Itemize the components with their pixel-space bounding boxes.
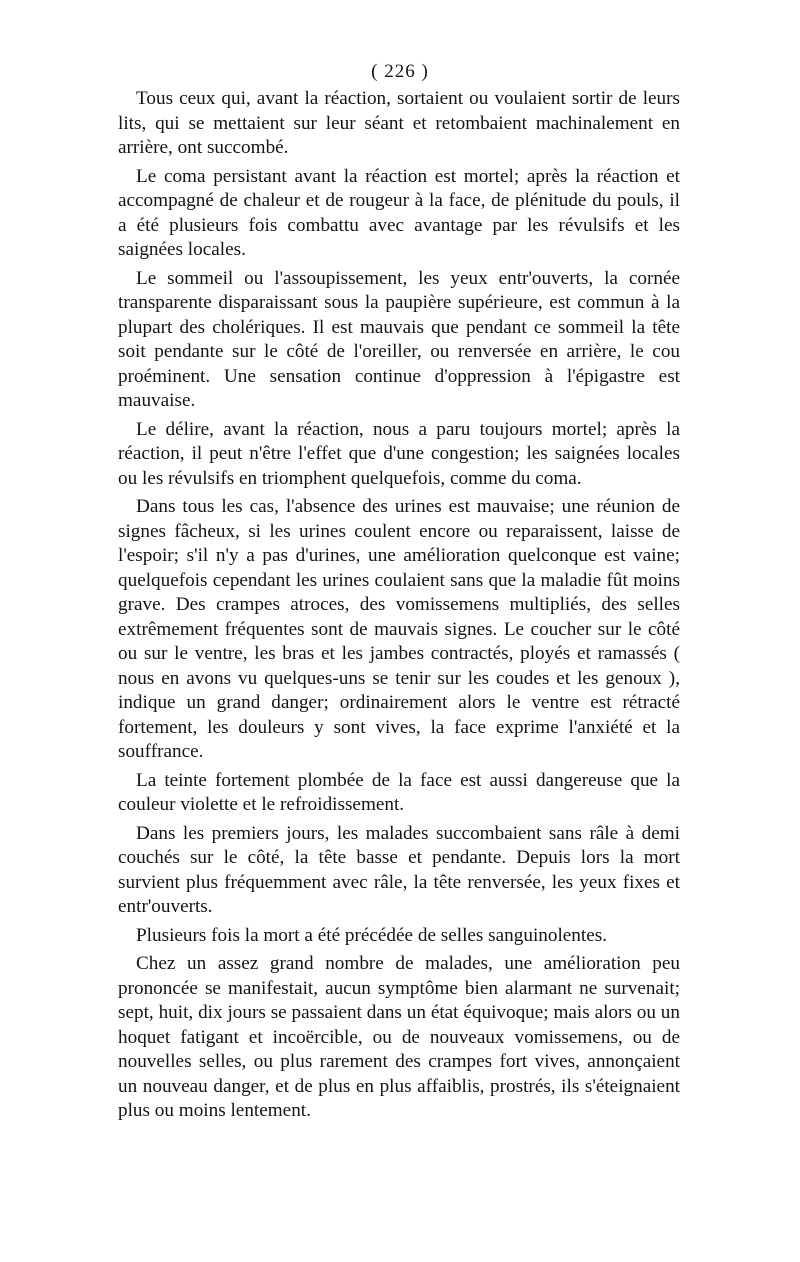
paragraph: Plusieurs fois la mort a été précédée de selles sanguinolentes. — [136, 924, 608, 946]
paragraph: Tous ceux qui, avant la réaction, sortaient ou voulaient sortir de leurs lits, qui se mettaient sur leur séant et retombaient machinalement en arrière, ont succombé. — [118, 88, 680, 158]
paragraph: Le coma persistant avant la réaction est mortel; après la réaction et accompagné de chaleur et de rougeur à la face, de plénitude du pouls, il a été plusieurs fois combattu avec avantage par les révulsifs et les saignées locales. — [118, 165, 680, 260]
paragraph: La teinte fortement plombée de la face est aussi dangereuse que la couleur violette et le refroidissement. — [118, 769, 680, 815]
paragraph: Dans tous les cas, l'absence des urines est mauvaise; une réunion de signes fâcheux, si les urines coulent encore ou reparaissent, laisse de l'espoir; s'il n'y a pas d'urines, une amélioration quelconque est vaine; quelquefois cependant les urines coulaient sans que la maladie fût moins grave. Des crampes atroces, des vomissemens multipliés, des selles extrêmement fréquentes sont de mauvais signes. Le coucher sur le côté ou sur le ventre, les bras et les jambes contractés, ployés et ramassés ( nous en avons vu quelques-uns se tenir sur les coudes et les genoux ), indique un grand danger; ordinairement alors le ventre est rétracté fortement, les douleurs y sont vives, la face exprime l'anxiété et la souffrance. — [118, 496, 680, 762]
body-text — [118, 87, 680, 1128]
page-number: ( 226 ) — [371, 61, 429, 82]
paragraph: Chez un assez grand nombre de malades, une amélioration peu prononcée se manifestait, aucun symptôme bien alarmant ne survenait; sept, huit, dix jours se passaient dans un état équivoque; mais alors ou un hoquet fatigant et incoërcible, ou de nouveaux vomissemens, ou de nouvelles selles, ou plus rarement des crampes fort vives, annonçaient un nouveau danger, et de plus en plus affaiblis, prostrés, ils s'éteignaient plus ou moins lentement. — [118, 953, 680, 1121]
paragraph: Le sommeil ou l'assoupissement, les yeux entr'ouverts, la cornée transparente disparaissant sous la paupière supérieure, est commun à la plupart des cholériques. Il est mauvais que pendant ce sommeil la tête soit pendante sur le côté de l'oreiller, ou renversée en arrière, le cou proéminent. Une sensation continue d'oppression à l'épigastre est mauvaise. — [118, 267, 680, 411]
paragraph: Le délire, avant la réaction, nous a paru toujours mortel; après la réaction, il peut n'être l'effet que d'une congestion; les saignées locales ou les révulsifs en triomphent quelquefois, comme du coma. — [118, 418, 680, 489]
paragraph: Dans les premiers jours, les malades succombaient sans râle à demi couchés sur le côté, la tête basse et pendante. Depuis lors la mort survient plus fréquemment avec râle, la tête renversée, les yeux fixes et entr'ouverts. — [118, 822, 680, 917]
